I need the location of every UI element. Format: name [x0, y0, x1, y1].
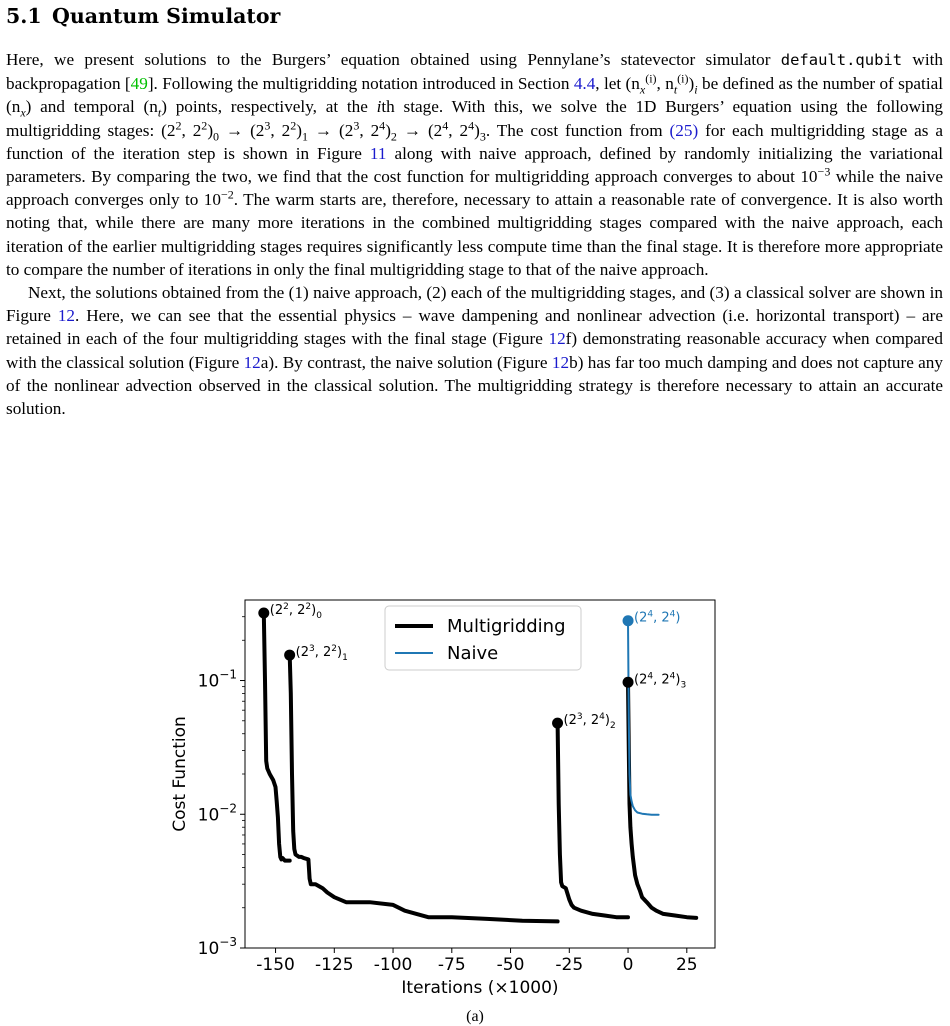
stage-label-part: , 2 [288, 602, 306, 618]
figure-caption: (a) [466, 1008, 484, 1025]
figure-link[interactable]: 11 [369, 143, 387, 163]
code-default-qubit: default.qubit [780, 51, 903, 69]
stage-marker-0 [258, 607, 269, 618]
x-tick-label: -75 [437, 955, 466, 975]
stage-label-part: , 2 [653, 672, 670, 688]
stage-label-part: (2 [563, 713, 577, 729]
x-tick-label: 0 [622, 955, 634, 975]
stage-label-exponent: 3 [308, 644, 315, 655]
stage-label-1 [296, 644, 348, 663]
series-naive-segment-0 [628, 621, 659, 815]
x-axis-label: Iterations (×1000) [401, 978, 559, 998]
y-tick-label [198, 935, 237, 959]
stage-label-exponent: 3 [576, 712, 583, 723]
stage-label-exponent: 2 [283, 601, 289, 612]
stage-label-part: , 2 [314, 645, 332, 661]
stage-label-2 [564, 712, 616, 731]
x-tick-label: -25 [555, 955, 584, 975]
x-tick-label: -150 [256, 955, 295, 975]
stage-marker-3 [623, 677, 634, 688]
stage-label-part: , 2 [653, 610, 670, 626]
stage-label-0 [270, 602, 322, 621]
section-title: Quantum Simulator [52, 4, 281, 28]
figure-link[interactable]: 12 [57, 306, 76, 326]
y-tick-base: 10 [197, 939, 220, 959]
y-tick-exponent: −2 [219, 801, 237, 816]
legend-label-multigridding: Multigridding [447, 616, 566, 637]
stage-label-exponent: 2 [305, 601, 312, 612]
section-link[interactable]: 4.4 [573, 74, 596, 94]
paragraph-2: Next, the solutions obtained from the (1) naive approach, (2) each of the multigridding stages, and (3) a classical solver are shown in Figure 12. Here, we can see that the essential physics – wave dampening and nonlinear advection (i.e. horizontal transport) – are retained in each of the four multigridding stages with the final stage (Figure 12f) demonstrating reasonable accuracy when compared with the classical solution (Figure 12a). By contrast, the naive solution (Figure 12b) has far too much damping and does not capture any of the nonlinear advection observed in the classical solution. The multigridding strategy is therefore necessary to attain an accurate solution. [6, 283, 943, 419]
legend-label-naive: Naive [447, 643, 499, 664]
paragraph-1: Here, we present solutions to the Burgers’ equation obtained using Pennylane’s statevector simulator default.qubit with backpropagation [49]. Following the multigridding notation introduced in Section 4.4, let ($n_x^{(i)}$, $n_t^{(i)})_i$ be defined as the number of spatial $(n_x)$ and temporal $(n_t)$ points, respectively, at the ith stage. With this, we solve the 1D Burgers’ equation using the following multigridding stages: ($2^2$, $2^2)_0 \to (2^3$, $2^2)_1 \to (2^3$, $2^4)_2 \to (2^4$, $2^4)_3$. The cost function from (25) for each multigridding stage as a function of the iteration step is shown in Figure 11 along with naive approach, defined by randomly initializing the variational parameters. By comparing the two, we find that the cost function for multigridding approach converges to about $10^{-3}$ while the naive approach converges only to $10^{-2}$. The warm starts are, therefore, necessary to attain a reasonable rate of convergence. It is also worth noting that, while there are many more iterations in the combined multigridding stages compared with the naive approach, each iteration of the earlier multigridding stages requires significantly less compute time than the final stage. It is therefore more appropriate to compare the number of iterations in only the final multigridding stage to that of the naive approach. [6, 50, 944, 279]
x-tick-label: -125 [315, 955, 354, 975]
stage-label-exponent: 2 [331, 644, 338, 655]
y-axis-label-group [170, 716, 190, 832]
y-tick-exponent: −3 [219, 935, 237, 949]
series-multigridding-segment-3 [628, 682, 696, 918]
y-tick-base: 10 [197, 805, 220, 826]
y-tick-exponent: −1 [219, 667, 237, 682]
figure-link[interactable]: 12 [243, 352, 261, 372]
cost-function-chart [150, 590, 750, 1008]
citation-link[interactable]: 49 [130, 74, 148, 94]
stage-label-part: (2 [634, 672, 648, 688]
stage-label-exponent: 4 [647, 609, 654, 620]
stage-label-3 [634, 671, 686, 690]
stage-label-subscript: 2 [609, 721, 616, 732]
y-axis-label: Cost Function [170, 716, 190, 832]
legend [385, 606, 581, 670]
stage-label-exponent: 4 [599, 712, 605, 723]
stage-label-part: ) [675, 610, 681, 626]
section-number: 5.1 [6, 4, 42, 28]
x-tick-label: -50 [496, 955, 525, 975]
figure-link[interactable]: 12 [548, 329, 566, 349]
stage-label-subscript: 1 [342, 653, 348, 664]
series-multigridding-segment-1 [290, 655, 558, 921]
stage-label-part: ) [604, 713, 610, 729]
stage-label-exponent: 4 [669, 609, 676, 620]
x-tick-label: 25 [675, 955, 698, 975]
figure-link[interactable]: 12 [551, 352, 570, 372]
x-tick-label: -100 [373, 955, 413, 975]
stage-label-exponent: 4 [669, 671, 676, 682]
section-heading [6, 4, 280, 28]
stage-label-part: ) [337, 645, 343, 661]
stage-marker-1 [284, 650, 295, 661]
stage-label-subscript: 3 [680, 680, 687, 691]
y-tick-label [198, 801, 237, 825]
stage-label-part: ) [311, 602, 317, 618]
stage-label-4 [634, 610, 680, 626]
series-multigridding-segment-2 [558, 723, 628, 917]
stage-label-part: ) [675, 672, 681, 688]
stage-marker-2 [552, 718, 563, 729]
y-tick-base: 10 [197, 671, 220, 692]
equation-link[interactable]: (25) [669, 120, 699, 140]
stage-label-part: , 2 [582, 713, 600, 729]
stage-label-exponent: 4 [647, 671, 654, 682]
stage-marker-4 [623, 615, 634, 626]
stage-label-subscript: 0 [316, 610, 322, 621]
y-tick-label [198, 668, 237, 692]
stage-label-part: (2 [269, 602, 284, 618]
stage-label-part: (2 [634, 610, 648, 626]
body-text [6, 48, 943, 420]
series-multigridding-segment-0 [264, 613, 290, 861]
stage-label-part: (2 [295, 645, 309, 661]
